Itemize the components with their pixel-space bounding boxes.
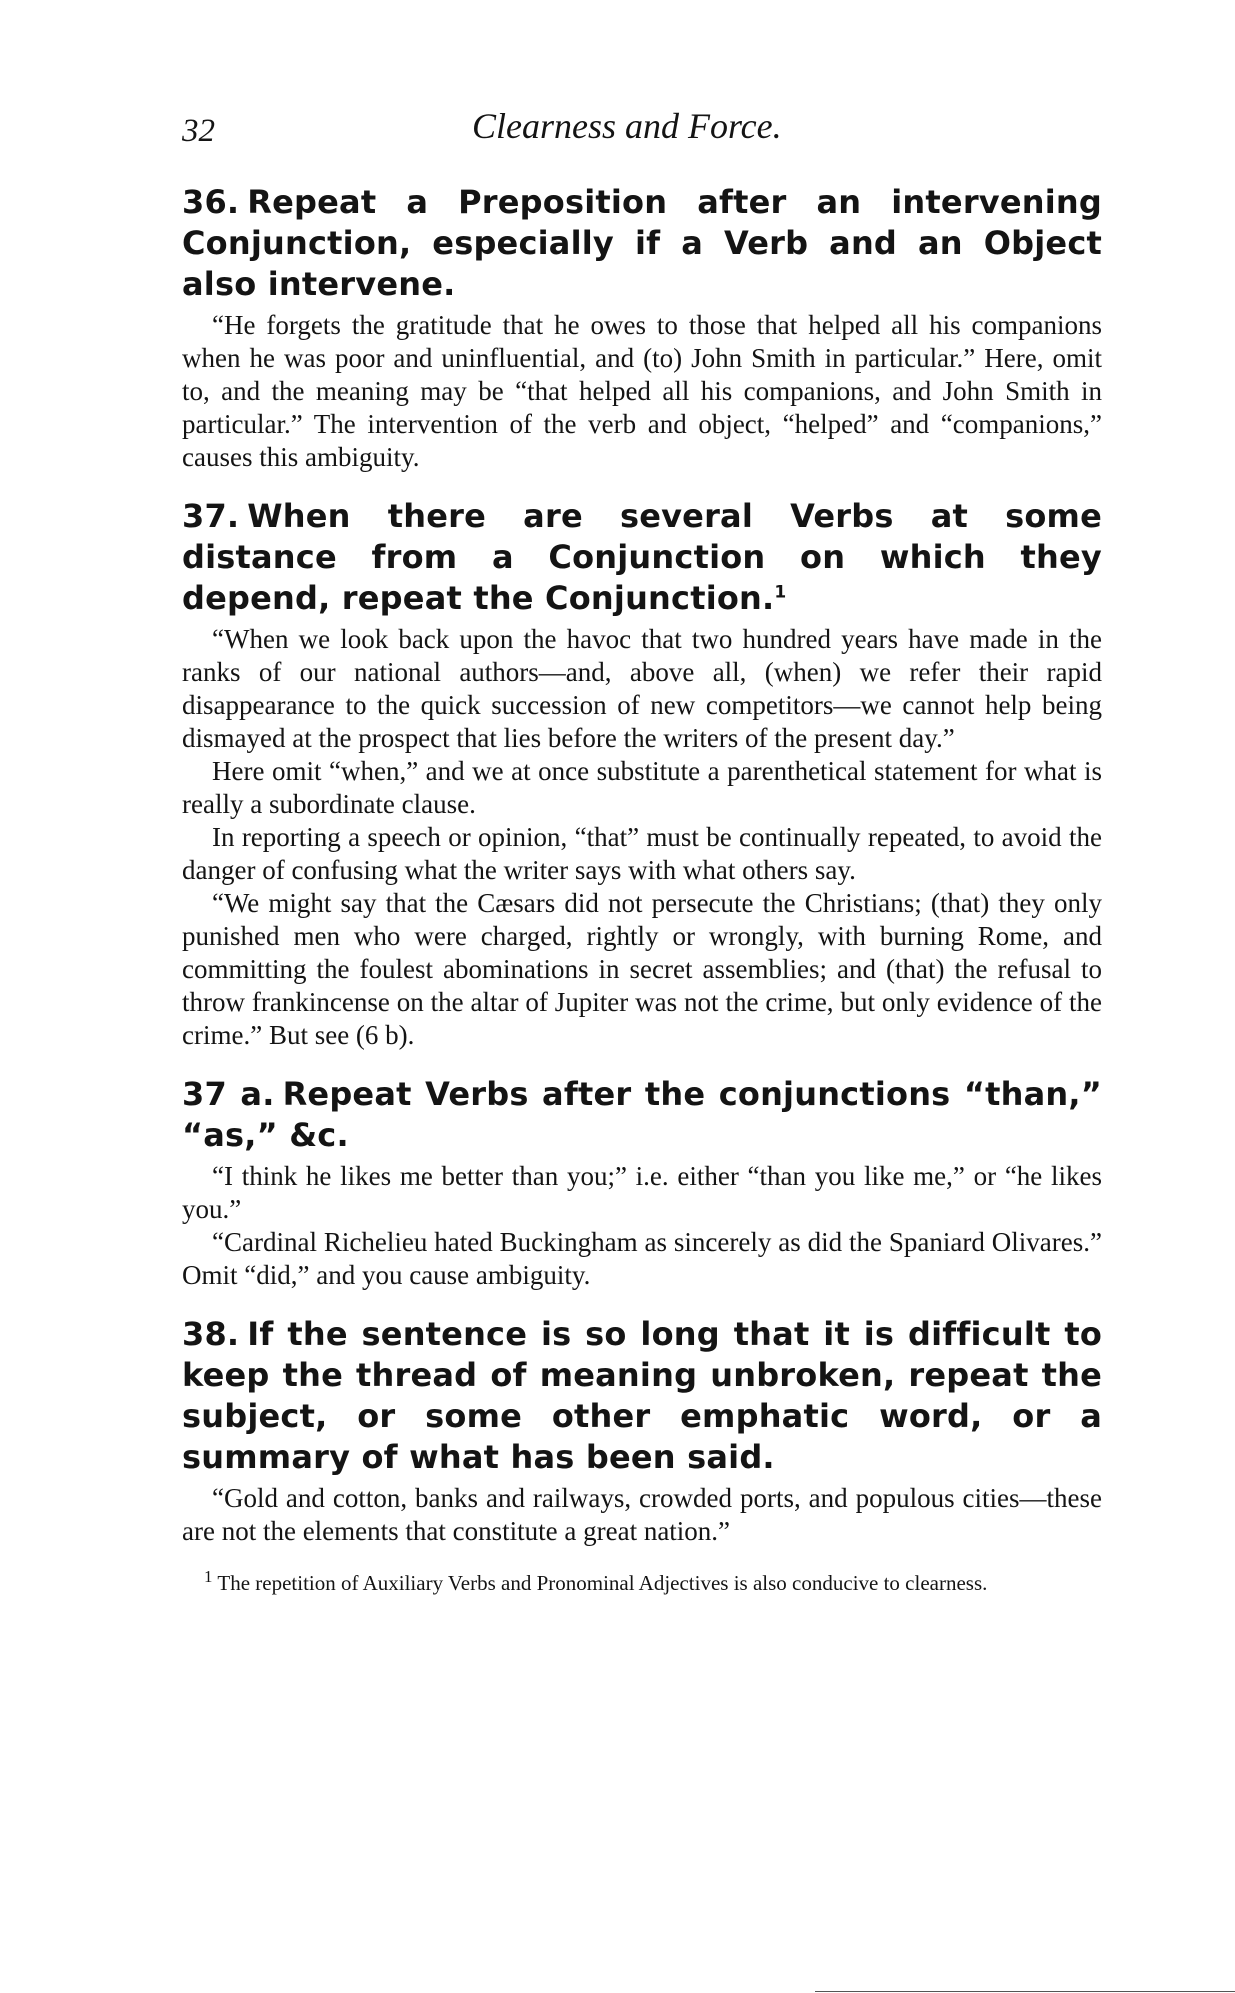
page-number: 32 <box>182 113 215 149</box>
page-body <box>182 182 1102 1617</box>
section-37a <box>182 1074 1102 1292</box>
paragraph: “Gold and cotton, banks and railways, crowded ports, and populous cities—these are not the elements that constitute a great nation.” <box>182 1483 1102 1546</box>
section-number: 37. <box>182 497 240 535</box>
section-heading-text: If the sentence is so long that it is difficult to keep the thread of meaning unbroken, repeat the subject, or some other emphatic word, or a summary of what has been said. <box>182 1315 1102 1476</box>
section-heading-text: Repeat Verbs after the conjunctions “than,” “as,” &c. <box>182 1075 1102 1154</box>
section-number: 36. <box>182 183 240 221</box>
section-36 <box>182 182 1102 474</box>
paragraph: “Cardinal Richelieu hated Buckingham as sincerely as did the Spaniard Olivares.” Omit “did,” and you cause ambiguity. <box>182 1227 1102 1290</box>
footnote-marker: 1 <box>204 1567 213 1586</box>
section-heading-text: Repeat a Preposition after an intervening Conjunction, especially if a Verb and an Object also intervene. <box>182 183 1102 303</box>
paragraph: “I think he likes me better than you;” i.e. either “than you like me,” or “he likes you.” <box>182 1161 1102 1224</box>
section-heading-text: When there are several Verbs at some distance from a Conjunction on which they depend, repeat the Conjunction. <box>182 497 1102 617</box>
section-number: 38. <box>182 1315 240 1353</box>
section-heading <box>182 182 1102 305</box>
paragraph: In reporting a speech or opinion, “that” must be continually repeated, to avoid the danger of confusing what the writer says with what others say. <box>182 822 1102 885</box>
section-37 <box>182 496 1102 1052</box>
section-38 <box>182 1314 1102 1548</box>
page-edge-rule <box>815 1991 1235 1992</box>
section-heading <box>182 1074 1102 1156</box>
section-number: 37 a. <box>182 1075 275 1113</box>
footnote-reference: 1 <box>774 582 787 603</box>
paragraph: “He forgets the gratitude that he owes to those that helped all his companions when he was poor and uninfluential, and (to) John Smith in particular.” Here, omit to, and the meaning may be “that helped all his companions, and John Smith in particular.” The intervention of the verb and object, “helped” and “companions,” causes this ambiguity. <box>182 310 1102 472</box>
section-heading <box>182 1314 1102 1478</box>
paragraph: “We might say that the Cæsars did not persecute the Christians; (that) they only punished men who were charged, rightly or wrongly, with burning Rome, and committing the foulest abominations in secret assemblies; and (that) the refusal to throw frankincense on the altar of Jupiter was not the crime, but only evidence of the crime.” But see (6 b). <box>182 888 1102 1050</box>
running-title: Clearness and Force. <box>472 106 782 146</box>
page-header <box>182 105 1102 155</box>
paragraph: “When we look back upon the havoc that two hundred years have made in the ranks of our national authors—and, above all, (when) we refer their rapid disappearance to the quick succession of new competitors—we cannot help being dismayed at the prospect that lies before the writers of the present day.” <box>182 624 1102 753</box>
footnote-text: The repetition of Auxiliary Verbs and Pronominal Adjectives is also conducive to clearness. <box>217 1571 988 1595</box>
section-heading <box>182 496 1102 619</box>
paragraph: Here omit “when,” and we at once substitute a parenthetical statement for what is really a subordinate clause. <box>182 756 1102 819</box>
footnote <box>182 1567 1102 1596</box>
